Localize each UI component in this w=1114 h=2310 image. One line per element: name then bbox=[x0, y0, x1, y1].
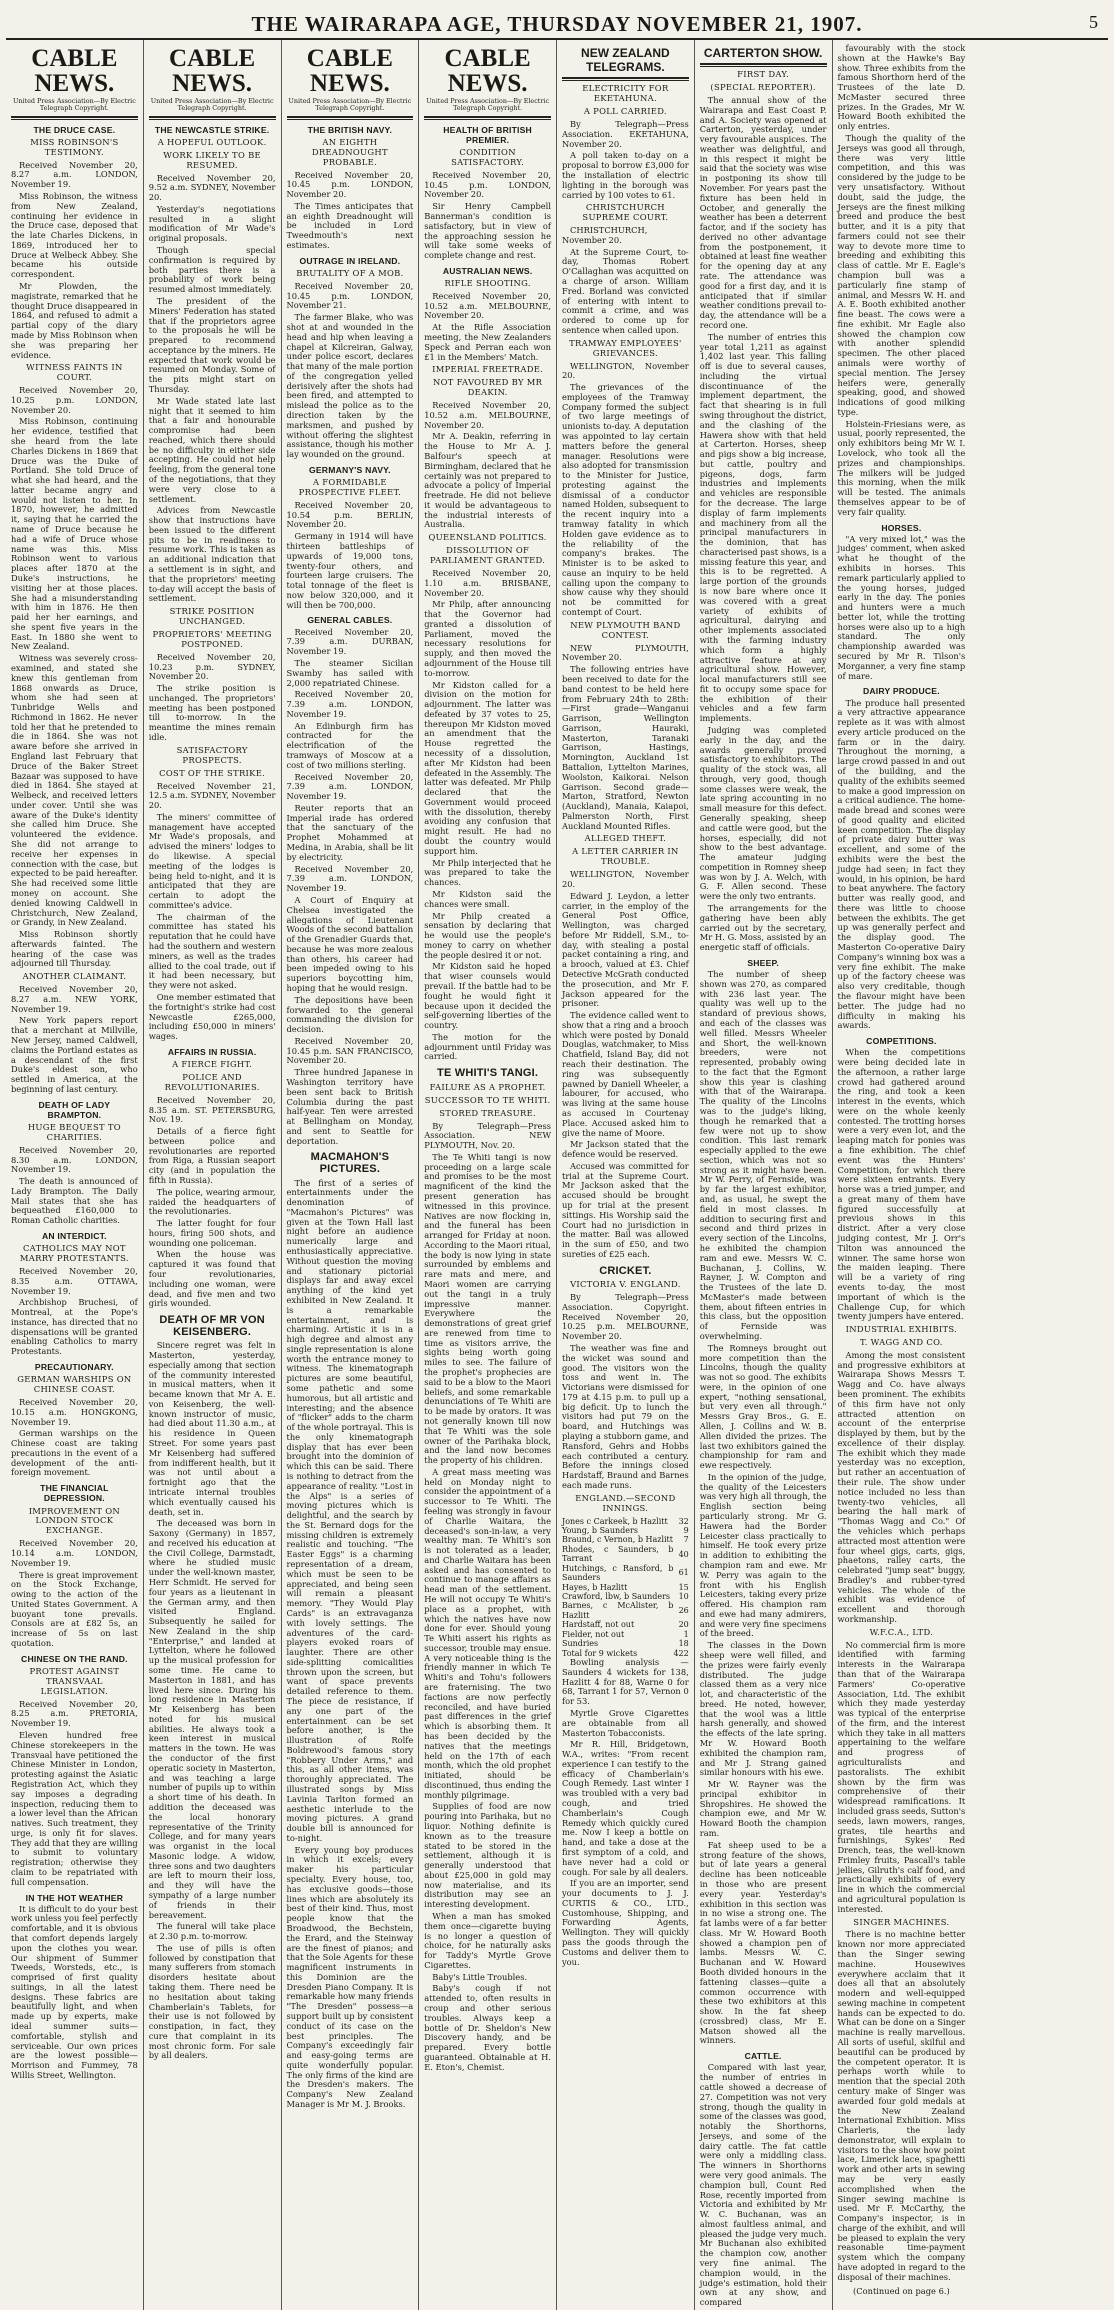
paragraph: A Court of Enquiry at Chelsea investigated the allegations of Lieutenant Woods of the second battalion of the Grenadier Guards that, because he was more zealous than others, his career had been impeded owing to his superiors boycotting him, hoping that he would resign. bbox=[286, 894, 414, 993]
batsman-runs: 61 bbox=[678, 1568, 689, 1578]
section-heading: HORSES. bbox=[881, 522, 922, 533]
paragraph: One member estimated that the fortnight's strike had cost Newcastle £265,000, including £50,000 in miners' wages. bbox=[148, 991, 276, 1042]
paragraph: The strike position is unchanged. The proprietors' meeting has been postponed till to-morrow. In the meantime the mines remain idle. bbox=[148, 683, 276, 743]
subheading: SUCCESSOR TO TE WHITI. bbox=[424, 1094, 551, 1105]
column-header: CABLE NEWS. bbox=[31, 45, 118, 97]
paragraph: Mr W. Rayner was the principal exhibitor in Shropshires. He showed the champion ewe, and Mr W. Howard Booth the champion ram. bbox=[699, 1779, 827, 1839]
subheading: PROTEST AGAINST TRANSVAAL LEGISLATION. bbox=[29, 1665, 120, 1696]
subheading: MISS ROBINSON'S TESTIMONY. bbox=[30, 136, 119, 157]
section-heading: HEALTH OF BRITISH PREMIER. bbox=[443, 124, 532, 145]
paragraph: Mr Kidston said the chances were small. bbox=[424, 888, 551, 909]
paragraph: Mr Wade stated late last night that it seemed to him that a fair and honourable compromise had been reached, which there should be no difficulty in either side accepting. He could not help feeling, from the general tone of the negotiations, that they were very close to a settlement. bbox=[148, 395, 276, 504]
subheading: ANOTHER CLAIMANT. bbox=[22, 971, 127, 982]
subheading: INDUSTRIAL EXHIBITS. bbox=[845, 1324, 958, 1335]
paragraph: The Times anticipates that an eighth Dreadnought will be included in Lord Tweedmouth's next estimates. bbox=[286, 200, 414, 251]
column bbox=[833, 40, 971, 2310]
paragraph: The police, wearing armour, raided the headquarters of the revolutionaries. bbox=[148, 1186, 276, 1217]
section-heading: AN INTERDICT. bbox=[42, 1231, 107, 1242]
paragraph: By Telegraph—Press Association. EKETAHUNA, November 20. bbox=[562, 119, 689, 149]
subheading: T. WAGG AND CO. bbox=[860, 1336, 943, 1347]
batsman-name: Barnes, c McAlister, b Hazlitt bbox=[562, 1601, 674, 1620]
subheading: ENGLAND.—SECOND INNINGS. bbox=[575, 1492, 676, 1513]
header-rule bbox=[149, 116, 276, 120]
paragraph: Advices from Newcastle show that instructions have been issued to the different pits to be in readiness to resume work. This is taken as an additional indication that a settlement is in sight, and that the proprietors' meeting to-day will accept the basis of settlement. bbox=[148, 505, 276, 604]
section-heading: TE WHITI'S TANGI. bbox=[437, 1067, 539, 1080]
paragraph: The miners' committee of management have accepted Mr Wade's proposals, and advised the miners' lodges to do likewise. A special meeting of the lodges is being held to-night, and it is anticipated that they are certain to adopt the committee's advice. bbox=[148, 811, 276, 910]
paragraph: Germany in 1914 will have thirteen battleships of upwards of 19,000 tons, twenty-four others, and fourteen large cruisers. The total tonnage of the fleet is now below 320,000, and it will then be 700,000. bbox=[286, 531, 414, 610]
paragraph: Received November 20, 8.27 a.m. NEW YORK, November 19. bbox=[11, 984, 138, 1014]
paragraph: Fat sheep used to be a strong feature of the shows, but of late years a general decline has been noticeable in those who are present every year. Yesterday's exhibition in this section was in no wise a strong one. The fat lambs were of a far better class. Mr W. Howard Booth showed a champion pen of lambs. Messrs W. C. Buchanan and W. Howard Booth divided honours in the fattening classes—quite a common occurrence with these two exhibitors at this show. In the fat sheep (crossbred) class, Mr E. Matson showed all the winners. bbox=[699, 1839, 827, 2046]
scorecard-row bbox=[562, 1517, 689, 1526]
paragraph: Received November 20, 8.27 a.m. LONDON, November 19. bbox=[11, 159, 138, 190]
paragraph: The president of the Miners' Federation has stated that if the proprietors agree to the proposals he will be prepared to recommend acceptance by the miners. He expected that work would be resumed on Monday. Some of the pits might start on Thursday. bbox=[148, 295, 276, 394]
scorecard-row bbox=[562, 1583, 689, 1592]
paragraph: Mr R. Hill, Bridgetown, W.A., writes: "From recent experience I can testify to the efficacy of Chamberlain's Cough Remedy. Last winter I was troubled with a very bad cough, and tried Chamberlain's Cough Remedy which quickly cured me. Now I keep a bottle on hand, and take a dose at the first symptom of a cold, and have never had a cold or cough. For sale by all dealers. bbox=[562, 1739, 689, 1877]
paragraph: Miss Robinson shortly afterwards fainted. The hearing of the case was adjourned till Thursday. bbox=[11, 929, 138, 969]
paragraph: Mr Philp created a sensation by declaring that he would use the people's money to carry on whether the people desired it or not. bbox=[424, 910, 551, 960]
paragraph: Witness was severely cross-examined, and stated she knew this gentleman from 1868 onwards as Druce, whom she had seen at Tunbridge Wells and Richmond in 1862. He never told her that he pretended to die in 1864. She was not aware before she arrived in England last February that Druce of the Baker Street Bazaar was supposed to have died in 1864. She stayed at Welbeck, and received letters under cover. Until she was aware of the Duke's identity she called him Druce. She volunteered the evidence. She did not arrange to receive her expenses in connection with the case, but expected to be paid hereafter. She had received some little money on account. She denied knowing Caldwell in Christchurch, New Zealand, or Grandy, in New Zealand. bbox=[11, 653, 138, 928]
column bbox=[6, 40, 144, 2310]
batsman-name: Crawford, lbw, b Saunders bbox=[562, 1592, 671, 1602]
paragraph: Supplies of food are now pouring into Parihaka, but no liquor. Nothing definite is known as to the treasure stated to be stored in the settlement, although it is generally understood that about £25,000 in gold may now materialise, and its distribution may see an interesting development. bbox=[424, 1801, 551, 1910]
subheading: AN EIGHTH DREADNOUGHT PROBABLE. bbox=[311, 136, 388, 167]
paragraph: Sir Henry Campbell Bannerman's condition is satisfactory, but in view of the approaching session he will take some weeks of complete change and rest. bbox=[424, 201, 551, 261]
paragraph: In the opinion of the judge, the quality of the Leicesters was very high all through, the English section being particularly strong. Mr G. Hawera had the Border Leicester class practically to himself. He took every prize in addition to exhibiting the champion ram and ewe. Mr W. Perry was again to the front with his English Leicesters, taking every prize offered. His champion ram and ewe had many admirers, and were very fine specimens of the breed. bbox=[699, 1471, 827, 1639]
subheading: (SPECIAL REPORTER). bbox=[710, 82, 816, 93]
paragraph: "A very mixed lot," was the judges' comment, when asked what he thought of the exhibits in horses. This remark particularly applied to the young horses, judged early in the day. The ponies and hunters were a much better lot, while the trotting horses were also up to a high standard. The only championship awarded was secured by Mr R. Tilson's Morganner, a very fine stamp of mare. bbox=[837, 533, 966, 681]
subheading: DISSOLUTION OF PARLIAMENT GRANTED. bbox=[429, 545, 546, 566]
section-heading: CRICKET. bbox=[599, 1264, 652, 1277]
section-heading: THE BRITISH NAVY. bbox=[307, 124, 393, 135]
paragraph: Though special confirmation is required by both parties there is a probability of work being resumed almost immediately. bbox=[148, 245, 276, 295]
paragraph: Received November 20, 1.10 a.m. BRISBANE, November 20. bbox=[424, 567, 551, 598]
paragraph: By Telegraph—Press Association. Copyright. Received November 20, 10.25 p.m. MELBOURNE, November 20. bbox=[562, 1292, 689, 1342]
scorecard-table bbox=[562, 1517, 689, 1659]
paragraph: Received November 20, 8.35 a.m. OTTAWA, November 19. bbox=[11, 1266, 138, 1296]
paragraph: The death is announced of Lady Brampton. The Daily Mail states that she has bequeathed £160,000 to Roman Catholic charities. bbox=[11, 1176, 138, 1226]
scorecard-row bbox=[562, 1535, 689, 1544]
paragraph: Bowling analysis — Saunders 4 wickets for 138, Hazlitt 4 for 88, Warne 0 for 68, Tarrant 1 for 57, Vernon 0 for 53. bbox=[562, 1657, 689, 1707]
paragraph: Received November 20, 7.39 a.m. DURBAN, November 19. bbox=[286, 626, 414, 657]
paragraph: An Edinburgh firm has contracted for the electrification of the tramways of Moscow at a cost of two millions sterling. bbox=[286, 720, 414, 770]
paragraph: Received November 20, 8.30 a.m. LONDON, November 19. bbox=[11, 1144, 138, 1175]
subheading: SATISFACTORY PROSPECTS. bbox=[176, 744, 248, 765]
section-heading: GERMANY'S NAVY. bbox=[308, 464, 391, 475]
section-heading: AFFAIRS IN RUSSIA. bbox=[167, 1046, 257, 1057]
paragraph: The arrangements for the gathering have been ably carried out by the secretary, Mr H. G. Moss, assisted by an energetic staff of officials. bbox=[699, 903, 827, 953]
paragraph: Received November 20, 10.54 p.m. BERLIN, November 20. bbox=[286, 499, 414, 530]
subheading: STORED TREASURE. bbox=[439, 1107, 536, 1118]
paragraph: The motion for the adjournment until Friday was carried. bbox=[424, 1031, 551, 1062]
paragraph: Received November 20, 8.25 a.m. PRETORIA, November 19. bbox=[11, 1698, 138, 1729]
batsman-runs: 26 bbox=[678, 1606, 689, 1616]
paragraph: At the Rifle Association meeting, the New Zealanders Speck and Perran each won £1 in the Members' Match. bbox=[424, 322, 551, 362]
paragraph: The annual show of the Wairarapa and East Coast P. and A. Society was opened at Carterton, yesterday, under very favourable auspices. The weather was delightful, and in this respect it might be said that the society was wise in postponing its show till November. For years past the fixture has been held in October, and generally the weather has been a deterrent factor, and if the society has derived no other advantage from the postponement, it obtained at least fine weather for the opening day at any rate. The attendance was good for a first day, and it is anticipated that if similar weather conditions prevail to-day, the attendance will be a record one. bbox=[699, 94, 827, 330]
section-heading: DEATH OF LADY BRAMPTON. bbox=[38, 1099, 111, 1120]
batsman-name: Hutchings, c Ransford, b Saunders bbox=[562, 1563, 674, 1583]
paragraph: Mr Philp interjected that he was prepared to take the chances. bbox=[424, 857, 551, 888]
paragraph: Mr Philp, after announcing that the Governor had granted a dissolution of Parliament, moved the necessary resolutions for supply, and then moved the adjournment of the House till to-morrow. bbox=[424, 599, 551, 678]
batsman-name: Jones c Carkeek, b Hazlitt bbox=[562, 1516, 668, 1526]
section-heading: GENERAL CABLES. bbox=[307, 615, 393, 626]
paragraph: Received November 20, 8.35 a.m. ST. PETERSBURG, Nov. 19. bbox=[148, 1094, 276, 1125]
batsman-name: Young, b Saunders bbox=[562, 1525, 638, 1535]
section-heading: THE DRUCE CASE. bbox=[33, 124, 116, 135]
paragraph: Mr Kidston said he hoped that wiser counsels would prevail. If the battle had to be fought he would fight it because upon it decided the self-governing liberties of the country. bbox=[424, 961, 551, 1031]
subheading: CATHOLICS MAY NOT MARRY PROTESTANTS. bbox=[19, 1243, 129, 1264]
subheading: RIFLE SHOOTING. bbox=[444, 277, 531, 288]
paragraph: A great mass meeting was held on Monday night to consider the appointment of a successor to Te Whiti. The feeling was strongly in favour of Charlie Waitara, the deceased's son-in-law, a very wealthy man. Te Whiti's son is not tolerated as a leader, and Charlie Waitara has been asked and has consented to continue to manage affairs as head man of the settlement. He will not occupy Te Whiti's place as a prophet, with which the natives have now done for ever. Should young Te Whiti assert his rights as successor, trouble may ensue. A very noticeable thing is the friendly manner in which Te Whiti's and Tohu's followers are fraternising. The two factions are now perfectly reconciled, and have buried past differences in the grief which is absorbing them. It has been decided by the natives that the meetings held on the 17th of each month, which the old prophet initiated, should be discontinued, thus ending the monthly pilgrimage. bbox=[424, 1466, 551, 1800]
subheading: NOT FAVOURED BY MR DEAKIN. bbox=[432, 377, 543, 398]
batsman-runs: 18 bbox=[678, 1639, 689, 1649]
paragraph: It is difficult to do your best work unless you feel perfectly comfortable, and it is obvious that comfort depends largely upon the clothes you wear. Our shipment of Summer Tweeds, Worsteds, etc., is comprised of first quality suitings, in all the latest designs. These fabrics are beautifully light, and when made up by experts, make ideal summer suits—comfortable, stylish and serviceable. Our own prices are the lowest possible—Morrison and Fummey, 78 Willis Street, Wellington. bbox=[11, 1903, 138, 2080]
paragraph: The weather was fine and the wicket was sound and good. The visitors won the toss and went in. The Victorians were dismissed for 179 at 4.15 p.m. to pull up a big deficit. Up to lunch the visitors had put 79 on the board, and Hutchings was playing a stubborn game, and Ransford, Gehrs and Hobbs each contributed a century. Before the innings closed Hardstaff, Braund and Barnes each made runs. bbox=[562, 1343, 689, 1490]
paragraph: When the competitions were being decided late in the afternoon, a rather large crowd had gathered around the ring, and took a keen interest in the events, which were on the whole keenly contested. The trotting horses were a very even lot, and the leaping match for ponies was a fine exhibition. The chief event was the Hunters' Competition, for which there were sixteen entrants. Every horse was a tried jumper, and a great many of them have figured successfully at previous shows in this district. After a very close judging contest, Mr J. Orr's Tilton was announced the winner. The same horse won the maiden leaping. There will be a variety of ring events to-day, the most important of which is the Challenge Cup, for which twenty jumpers have entered. bbox=[837, 1047, 966, 1322]
paragraph: The evidence called went to show that a ring and a brooch which were posted by Donald Douglas, watchmaker, to Miss Chatfield, Island Bay, did not reach their destination. The ring was subsequently pawned by Daniell Wheeler, a labourer, for accused, who was living at the same house as accused in Courtenay Place. Accused asked him to give the name of Moore. bbox=[562, 1010, 689, 1138]
column-header: CABLE NEWS. bbox=[169, 45, 256, 97]
paragraph: The Te Whiti tangi is now proceeding on a large scale and promises to be the most magnificent of the kind the present generation has witnessed in this province. Natives are now flocking in, and the funeral has been arranged for Friday at noon. According to the Maori ritual, the body is now lying in state surrounded by emblems and rare mats and mere, and Maori women are carrying out the tangi in a truly impressive manner. Everywhere the demonstrations of great grief are renewed from time to time as visitors arrive, the sights being worth going miles to see. The failure of the prophet's prophecies are said to be a blow to the Maori beliefs, and some remarkable denunciations of Te Whiti are to be made by orators. It was not generally known till now that Te Whiti was the sole owner of the Parihaka block, and the land now becomes the property of his children. bbox=[424, 1151, 551, 1466]
section-heading: IN THE HOT WEATHER bbox=[25, 1892, 124, 1903]
paragraph: Miss Robinson, the witness from New Zealand, continuing her evidence in the Druce case, deposed that the late Charles Dickens, in 1869, introduced her to Druce at Welbeck Abbey. She became his outside correspondent. bbox=[11, 191, 138, 280]
subheading: A HOPEFUL OUTLOOK. bbox=[157, 136, 267, 147]
paragraph: Received November 20, 9.52 a.m. SYDNEY, November 20. bbox=[148, 172, 276, 203]
paragraph: Received November 21, 12.5 a.m. SYDNEY, November 20. bbox=[148, 780, 276, 811]
section-heading: THE FINANCIAL DEPRESSION. bbox=[40, 1483, 109, 1504]
paragraph: The following entries have been received to date for the band contest to be held here from February 24th to 28th:—First grade—Wanganui Garrison, Wellington Garrison, Hauraki, Masterton, Taranaki Garrison, Hastings, Mornington, Auckland 1st Battalion, Lyttelton Marines, Woolston, Kaikorai. Nelson Garrison. Second grade—Marton, Stratford, Newton (Auckland), Manaia, Kaiapoi, Palmerston North, First Auckland Mounted Rifles. bbox=[562, 664, 689, 831]
paragraph: Myrtle Grove Cigarettes are obtainable from all Masterton Tobacconists. bbox=[562, 1708, 689, 1738]
paragraph: The Romneys brought out more competition than the Lincolns, though the quality was not so good. The exhibits were, in the opinion of one expert, "nothing sensational, but very even all through." Messrs Gray Bros., G. E. Allen, J. Collins and W. B. Allen divided the prizes. The last two exhibitors gained the championship for ram and ewe respectively. bbox=[699, 1342, 827, 1471]
subheading: HUGE BEQUEST TO CHARITIES. bbox=[27, 1121, 121, 1142]
column bbox=[282, 40, 420, 2310]
paragraph: WELLINGTON, November 20. bbox=[562, 360, 689, 381]
paragraph: Though the quality of the Jerseys was good all through, there was very little competition, and this was considered by the judge to be very unsatisfactory. Without doubt, said the judge, the Jerseys are the finest milking breed and produce the best butter, and it is a pity that farmers could not see their way to devote more time to breeding and exhibiting this class of cattle. Mr E. Eagle's champion bull was a particularly fine stamp of animal, and Messrs W. H. and A. E. Booth exhibited another fine beast. The cows were a fine exhibit. Mr Eagle also showed the champion cow with another splendid specimen. The other placed animals were worthy of special mention. The Jersey heifers were, generally speaking, good, and showed indications of good milking type. bbox=[837, 133, 966, 417]
paragraph: Received November 20, 10.52 a.m. MELBOURNE, November 20. bbox=[424, 400, 551, 430]
column bbox=[419, 40, 557, 2310]
paragraph: Reuter reports that an Imperial irade has ordered that the sanctuary of the Prophet Mohammed at Medina, in Arabia, shall be lit by electricity. bbox=[286, 802, 414, 862]
section-heading: THE NEWCASTLE STRIKE. bbox=[154, 124, 270, 135]
paragraph: Among the most consistent and progressive exhibitors at Wairarapa Shows Messrs T. Wagg and Co. have always been prominent. The exhibits of this firm have not only attracted attention on account of the enterprise displayed by them, but by the excellence of their display. The exhibit which they made yesterday was no exception, but rather an accentuation of their rule. The show under notice included no less than twenty-two vehicles, all bearing the hall mark of "Thomas Wagg and Co." Of the vehicles which perhaps attracted most attention were four wheel gigs, carts, gigs, phaetons, ralley carts, the celebrated "jump seat" buggy, Bradley's and rubber-tyred vehicles. The whole of the exhibit was evidence of excellent and thorough workmanship. bbox=[837, 1349, 966, 1624]
paragraph: Received November 20, 10.52 a.m. MELBOURNE, November 20. bbox=[424, 290, 551, 321]
section-heading: AUSTRALIAN NEWS. bbox=[442, 265, 533, 276]
batsman-runs: 15 bbox=[678, 1582, 689, 1592]
scorecard-row bbox=[562, 1545, 689, 1564]
paragraph: A poll taken to-day on a proposal to borrow £3,000 for the installation of electric lighting in the borough was carried by 100 votes to 61. bbox=[562, 150, 689, 200]
header-rule bbox=[287, 116, 414, 120]
page-number: 5 bbox=[1089, 12, 1098, 32]
subheading: ALLEGED THEFT. bbox=[584, 833, 667, 844]
subheading: VICTORIA V. ENGLAND. bbox=[570, 1279, 681, 1290]
paragraph: Edward J. Leydon, a letter carrier, in the employ of the General Post Office, Wellington, was charged before Mr Riddell, S.M., to-day, with stealing a postal packet containing a ring, and a brooch, valued at £3. Chief Detective McGrath conducted the prosecution, and Mr F. Jackson appeared for the prisoner. bbox=[562, 890, 689, 1009]
subheading: STRIKE POSITION UNCHANGED. bbox=[169, 606, 255, 627]
paragraph: Received November 20, 10.45 p.m. LONDON, November 21. bbox=[286, 280, 414, 311]
subheading: COST OF THE STRIKE. bbox=[159, 767, 266, 778]
section-heading: PRECAUTIONARY. bbox=[34, 1362, 114, 1373]
batsman-name: Rhodes, c Saunders, b Tarrant bbox=[562, 1544, 674, 1564]
paragraph: The depositions have been forwarded to the general commanding the division for decision. bbox=[286, 994, 414, 1035]
section-heading: OUTRAGE IN IRELAND. bbox=[299, 255, 401, 266]
paragraph: Received November 20, 10.14 a.m. LONDON, November 19. bbox=[11, 1538, 138, 1568]
paragraph: Received November 20, 10.45 p.m. LONDON, November 20. bbox=[286, 169, 414, 200]
paragraph: Received November 20, 10.23 p.m. SYDNEY, November 20. bbox=[148, 651, 276, 682]
batsman-name: Total for 9 wickets bbox=[562, 1648, 638, 1658]
paragraph: The first of a series of entertainments under the denomination of "Macmahon's Pictures" was given at the Town Hall last night before an audience numerically large and enthusiastically appreciative. Without question the moving and stationary pictorial displays far and away excel anything of the kind yet exhibited in New Zealand. It is a remarkable entertainment, and is charming. Artistic it is in a high degree and almost any single representation is alone worth the entrance money to witness. The kinematograph pictures are some beautiful, some pathetic and some humorous, but all artistic and interesting; and the absence of "flicker" adds to the charm of the whole portrayal. This is the only kinematograph display that has ever been brought into the dominion of which this can be said. There is nothing to detract from the appearance of reality. "Lost in the Alps" is a series of moving pictures which is delightful, and the search by the St. Bernard dogs for the missing children is extremely realistic and touching. "The Easter Eggs" is a charming representation of a dream, which must be seen to be appreciated, and being seen will remain a pleasant memory. "They Would Play Cards" is an extravaganza with lovely settings. The adventures of the card-players evoked roars of laughter. There are other side-splitting comicalities thrown upon the screen, but want of space prevents detailed reference to them. The piece de resistance, if any one part of the entertainment can be set before another, is the illustration of Rolfe Boldrewood's famous story "Robbery Under Arms," and this, as all other items, was thoroughly appreciated. The illustrated songs by Miss Lavinia Tarlton formed an aesthetic interlude to the moving pictures. A grand double bill is announced for to-night. bbox=[286, 1177, 414, 1843]
batsman-name: Hayes, b Hazlitt bbox=[562, 1582, 628, 1592]
scorecard-row bbox=[562, 1630, 689, 1639]
subheading: IMPERIAL FREETRADE. bbox=[432, 364, 544, 375]
subheading: A LETTER CARRIER IN TROUBLE. bbox=[572, 846, 679, 867]
paragraph: Mr A. Deakin, referring in the House to Mr A. J. Balfour's speech at Birmingham, declared that he certainly was not prepared to advocate a policy of Imperial freetrade. He did not believe it would be advantageous to the industrial interests of Australia. bbox=[424, 431, 551, 530]
scorecard-row bbox=[562, 1601, 689, 1620]
paragraph: No commercial firm is more identified with farming interests in the Wairarapa than that of the Wairarapa Farmers' Co-operative Association, Ltd. The exhibit which they made yesterday was typical of the enterprise of the firm, and the interest which they take in all matters appertaining to the welfare and progress of agriculturalists and pastoralists. The exhibit shown by the firm was comprehensive of their widespread ramifications. It included grass seeds, Sutton's seeds, lawn mowers, ranges, grates, tile hearths and furnishings, Sykes' Red Drench, teas, the well-known Frimley fruits, Pascall's table jellies, Gilruth's calf food, and practically exhibits of every line in which the commercial and agricultural population is interested. bbox=[837, 1639, 966, 1914]
paragraph: The funeral will take place at 2.30 p.m. to-morrow. bbox=[148, 1921, 276, 1942]
paragraph: Compared with last year, the number of entries in cattle showed a decrease of 27. Competition was not very strong, though the quality in some of the classes was good, notably the Shorthorns, Jerseys, and some of the dairy cattle. The fat cattle were only a middling class. The winners in Shorthorns were very good animals. The champion bull, Count Red Rose, recently imported from Victoria and exhibited by Mr W. C. Buchanan, was an almost faultless animal, and pleased the judge very much. Mr Buchanan also exhibited the champion cow, another very fine animal. The champion would, in the judge's estimation, hold their own at any show, and compared bbox=[699, 2062, 827, 2308]
batsman-runs: 20 bbox=[678, 1620, 689, 1630]
header-rule bbox=[562, 77, 689, 81]
masthead-title: THE WAIRARAPA AGE, THURSDAY NOVEMBER 21, 1907. bbox=[251, 11, 863, 36]
batsman-runs: 10 bbox=[678, 1592, 689, 1602]
paragraph: Yesterday's negotiations resulted in a slight modification of Mr Wade's original proposals. bbox=[148, 203, 276, 244]
paragraph: WELLINGTON, November 20. bbox=[562, 869, 689, 889]
paragraph: The number of sheep shown was 270, as compared with 236 last year. The quality was well up to the standard of previous shows, and each of the classes was well filled. Messrs Wheeler and Short, the well-known breeders, were not represented, probably owing to the fact that the Egmont show this year is clashing with that of the Wairarapa. The quality of the Lincolns was to the judge's liking, though he remarked that a few were not up to show condition. This last remark especially applied to the ewe section, which was not so strong as it might have been. Mr W. Perry, of Fernside, was by far the largest exhibitor, and, as usual, he swept the field in most classes. In addition to securing first and second and third prizes in every section of the Lincolns, he exhibited the champion ram and ewe. Messrs W. C. Buchanan, J. Collins, W. Rayner, J. W. Compton and the Trustees of the late D. McMaster's made between them, about fifteen entries in this class, but the opposition of Fernside was overwhelming. bbox=[699, 969, 827, 1341]
paragraph: Three hundred Japanese in Washington territory have been sent back to British Columbia during the past half-year. Ten were arrested at Bellingham on Monday, and sent to Seattle for deportation. bbox=[286, 1067, 414, 1146]
paragraph: Received November 20, 10.45 p.m. SAN FRANCISCO, November 20. bbox=[286, 1035, 414, 1066]
section-heading: CHINESE ON THE RAND. bbox=[21, 1653, 128, 1664]
column-credit: United Press Association—By Electric Telegraph Copyright. bbox=[288, 97, 412, 113]
paragraph: Received November 20, 10.45 p.m. LONDON, November 20. bbox=[424, 169, 551, 200]
paragraph: Baby's Little Troubles. bbox=[432, 1971, 528, 1982]
columns bbox=[6, 40, 1108, 2308]
scorecard-row bbox=[562, 1526, 689, 1535]
section-heading: COMPETITIONS. bbox=[866, 1036, 937, 1047]
column bbox=[695, 40, 833, 2310]
paragraph: New York papers report that a merchant at Millville, New Jersey, named Caldwell, claims the Portland estates as a descendant of the first Duke's eldest son, who settled in America, at the beginning of last century. bbox=[11, 1015, 138, 1094]
paragraph: When the house was captured it was found that four revolutionaries, including one woman, were dead, and five men and two girls wounded. bbox=[148, 1249, 276, 1309]
subheading: NEW PLYMOUTH BAND CONTEST. bbox=[570, 619, 681, 640]
paragraph: Received November 20, 10.25 p.m. LONDON, November 20. bbox=[11, 385, 138, 415]
scorecard-row bbox=[562, 1564, 689, 1583]
header-rule bbox=[11, 116, 138, 120]
paragraph: The steamer Sicilian Swamby has sailed with 2,000 repatriated Chinese. bbox=[286, 657, 414, 688]
subheading: TRAMWAY EMPLOYEES' GRIEVANCES. bbox=[569, 337, 682, 358]
paragraph: By Telegraph—Press Association. NEW PLYMOUTH, Nov. 20. bbox=[424, 1120, 551, 1151]
header-rule bbox=[424, 116, 551, 120]
subheading: ELECTRICITY FOR EKETAHUNA. bbox=[582, 83, 669, 104]
column-header: CABLE NEWS. bbox=[444, 45, 531, 97]
batsman-runs: 7 bbox=[683, 1535, 689, 1545]
paragraph: Every young boy produces in which it excels; every maker his particular specialty. Every house, too, has exclusive goods—those lines which are absolutely its best of their kind. Thus, most people know that the Broadwood, the Bechstein, the Erard, and the Steinway are the finest of pianos; and that the Sole Agents for these magnificent instruments in this Dominion are the Dresden Piano Company. It is remarkable how many friends "The Dresden" possess—a support built up by consistent conduct of its case on the best principles. The Company's exceedingly fair and easy-going terms are quite wonderfully popular. The only firms of the kind are the Dresden's makers. The Company's New Zealand Manager is Mr M. J. Brooks. bbox=[286, 1844, 414, 2109]
paragraph: favourably with the stock shown at the Hawke's Bay show. Three exhibits from the famous Shorthorn herd of the Trustees of the late D. McMaster secured three prizes. In the Grades, Mr W. Howard Booth exhibited the only entries. bbox=[837, 43, 966, 132]
paragraph: At the Supreme Court, to-day, Thomas Robert O'Callaghan was acquitted on a charge of arson. William Fred. Borland was convicted of entering with intent to commit a crime, and was ordered to come up for sentence when called upon. bbox=[562, 246, 689, 335]
paragraph: Received November 20, 7.39 a.m. LONDON, November 19. bbox=[286, 771, 414, 802]
paragraph: Holstein-Friesians were, as usual, poorly represented, the only exhibitors being Mr W. I. Lovelock, who took all the prizes and championships. The milkers will be judged this morning, when the milk will be tested. The animals themselves appear to be of very fair quality. bbox=[837, 418, 966, 517]
column-header: CARTERTON SHOW. bbox=[703, 46, 823, 60]
paragraph: There is no machine better known nor more appreciated than the Singer sewing machine. Housewives everywhere acclaim that it does all that an absolutely modern and well-equipped sewing machine in competent hands can be expected to do. What can be done on a Singer machine is really marvellous. All sorts of useful, skilful and beautiful can be produced by the competent operator. It is perhaps worth while to mention that the special 20th century make of Singer was awarded four gold medals at the New Zealand International Exhibition. Miss Charleris, the lady demonstrator, will explain to visitors to the show how point lace, Limerick lace, spaghetti work and other arts in sewing may be very easily accomplished when the Singer sewing machine is used. Mr F. McCarthy, the Company's inspector, is in charge of the exhibit, and will be pleased to explain the very reasonable time-payment system which the company have adopted in regard to the disposal of their machines. bbox=[837, 1929, 966, 2282]
paragraph: Details of a fierce fight between police and revolutionaries are reported from Riga, a Russian seaport city (and in population the fifth in Russia). bbox=[148, 1126, 276, 1185]
subheading: QUEENSLAND POLITICS. bbox=[428, 532, 547, 543]
section-heading: MACMAHON'S PICTURES. bbox=[310, 1151, 390, 1176]
paragraph: Accused was committed for trial at the Supreme Court. Mr Jackson asked that the accused should be brought up for trial at the present sittings. His Worship said the Court had no jurisdiction in the matter. Bail was allowed in the sum of £50, and two sureties of £25 each. bbox=[562, 1160, 689, 1259]
batsman-runs: 40 bbox=[678, 1549, 689, 1559]
paragraph: The latter fought for four hours, firing 500 shots, and wounding one policeman. bbox=[148, 1218, 276, 1248]
subheading: A FORMIDABLE PROSPECTIVE FLEET. bbox=[298, 477, 402, 497]
subheading: BRUTALITY OF A MOB. bbox=[296, 267, 404, 278]
paragraph: Miss Robinson, continuing her evidence, testified that she heard from the late Charles Dickens in 1869 that Druce was the Duke of Portland. She told Druce of what she had heard, and the latter became angry and would not listen to her. In 1870, however, he admitted it, saying that he carried the name of Druce because he had a wife of Druce whose name was this. Miss Robinson went to various places after 1870 at the Duke's instructions, he visiting her at those places. She had a misunderstanding with him in 1876. He then paid her her earnings, and she spent five years in the East. In 1880 she went to New Zealand. bbox=[11, 416, 138, 652]
subheading: A POLL CARRIED. bbox=[583, 106, 667, 117]
header-rule bbox=[700, 63, 827, 67]
paragraph: Eleven hundred free Chinese storekeepers in the Transvaal have petitioned the Chinese Minister in London, protesting against the Asiatic Registration Act, which they say imposes a degrading inspection, reducing them to a lower level than the African natives. Such treatment, they urge, is only fit for slaves. They add that they are willing to submit to voluntary registration; otherwise they claim to be repatriated with full compensation. bbox=[11, 1730, 138, 1887]
column bbox=[557, 40, 695, 2310]
scorecard-row bbox=[562, 1620, 689, 1629]
scorecard-row bbox=[562, 1592, 689, 1601]
column-header: CABLE NEWS. bbox=[306, 45, 393, 97]
subheading: SINGER MACHINES. bbox=[853, 1916, 950, 1927]
subheading: WITNESS FAINTS IN COURT. bbox=[26, 362, 123, 383]
batsman-name: Braund, c Vernon, b Hazlitt bbox=[562, 1535, 673, 1545]
subheading: IMPROVEMENT ON LONDON STOCK EXCHANGE. bbox=[28, 1505, 121, 1536]
subheading: GERMAN WARSHIPS ON CHINESE COAST. bbox=[17, 1374, 132, 1395]
column-credit: United Press Association—By Electric Telegraph Copyright. bbox=[426, 97, 550, 113]
paragraph: The deceased was born in Saxony (Germany) in 1857, and received his education at the Civil College, Darmstadt, where he studied music under the well-known master, Herr Schmidt. He served for four years as a lieutenant in the German army, and then visited England. Subsequently he sailed for New Zealand in the ship "Enterprise," and landed at Lyttelton, where he followed up the musical profession for some time. He came to Masterton in 1881, and has lived here since. During his long residence in Masterton Mr Keisenberg has been noted for his musical abilities. He always took a keen interest in musical matters in the town. He was the conductor of the first operatic society in Masterton, and was teaching a large number of pupils up to within a short time of his death. In addition the deceased was the local honorary representative of the Trinity College, and for many years was organist in the local Masonic lodge. A widow, three sons and two daughters are left to mourn their loss, and they will have the sympathy of a large number of friends in their bereavement. bbox=[148, 1518, 276, 1920]
paragraph: When a man has smoked them once—cigarette buying is no longer a question of choice, for he naturally asks for Taddy's Myrtle Grove Cigarettes. bbox=[424, 1911, 551, 1970]
paragraph: There is great improvement on the Stock Exchange, owing to the action of the United States Government. A buoyant tone prevails. Consols are at £82 5s, an increase of 5s on last quotation. bbox=[11, 1569, 138, 1649]
subheading: CHRISTCHURCH SUPREME COURT. bbox=[582, 202, 669, 223]
column-credit: United Press Association—By Electric Telegraph Copyright. bbox=[150, 97, 274, 113]
continued-note: (Continued on page 6.) bbox=[853, 2285, 950, 2296]
batsman-name: Sundries bbox=[562, 1639, 599, 1649]
subheading: WORK LIKELY TO BE RESUMED. bbox=[163, 149, 261, 170]
paragraph: The number of entries this year total 1,211 as against 1,402 last year. This falling off is due to several causes, including the virtual discontinuance of the implement department, the fact that shearing is in full swing throughout the district, and the clashing of the Hawera show with that held at Carterton. Horses, sheep and pigs show a big increase, but cattle, poultry and pigeons, dogs, farm industries and implements and vehicles are responsible for the decrease. The large display of farm implements and machinery from all the principal manufacturers in the dominion, that has characterised past shows, is a missing feature this year, and this is to be regretted. A large portion of the grounds is now bare where once it was covered with a great variety of exhibits of agricultural, dairying and other implements associated with the farming industry which form a highly attractive feature at any agricultural show. However, local manufacturers still see fit to occupy some space for the exhibition of their vehicles and a few farm implements. bbox=[699, 331, 827, 724]
scorecard-row bbox=[562, 1639, 689, 1648]
paragraph: The farmer Blake, who was shot at and wounded in the head and hip when leaving a chapel at Kilcreiran, Galway, under police escort, declares that many of the male portion of the congregation yelled derisively after the shots had been fired, and attempted to mislead the police as to the direction taken by the marksmen, and pushed by without offering the slightest assistance, though his mother lay wounded on the ground. bbox=[286, 312, 414, 460]
section-heading: CATTLE. bbox=[744, 2051, 782, 2062]
paragraph: The produce hall presented a very attractive appearance replete as it was with almost every article produced on the farm or in the dairy. Throughout the morning, a large crowd passed in and out of the building, and the quality of the exhibits seemed to make a good impression on a critical audience. The home-made bread and scones were of good quality and elicited keen competition. The display of private dairy butter was excellent, and some of the exhibits were the best the judge had seen; in fact they would, in his opinion, be hard to beat anywhere. The factory butter was really good, and there was little to choose between the exhibits. The get up was generally perfect and the display good. The Masterton Co-operative Dairy Company's winning box was a very fine exhibit. The make up of the factory cheese was also very creditable, though the flavour might have been better. The judge had no difficulty in making his awards. bbox=[837, 697, 966, 1031]
batsman-name: Hardstaff, not out bbox=[562, 1620, 635, 1630]
section-heading: DEATH OF MR VON KEISENBERG. bbox=[159, 1314, 265, 1338]
column-credit: United Press Association—By Electric Telegraph Copyright. bbox=[12, 97, 136, 113]
column-header: NEW ZEALAND TELEGRAMS. bbox=[581, 46, 670, 75]
batsman-name: Fielder, not out bbox=[562, 1629, 625, 1639]
paragraph: CHRISTCHURCH, November 20. bbox=[562, 225, 648, 245]
subheading: FIRST DAY. bbox=[737, 69, 790, 80]
section-heading: DAIRY PRODUCE. bbox=[862, 686, 940, 697]
batsman-runs: 9 bbox=[683, 1525, 689, 1535]
batsman-runs: 1 bbox=[683, 1629, 689, 1639]
subheading: W.F.C.A., LTD. bbox=[869, 1626, 934, 1637]
batsman-runs: 32 bbox=[678, 1516, 689, 1526]
paragraph: Mr Kidston called for a division on the motion for adjournment. The latter was defeated by 37 votes to 25, thereupon Mr Kidston moved an amendment that the House regretted the necessity of a dissolution, after Mr Kidston had been defeated in the Assembly. The latter was defeated. Mr Philp declared that the Government would proceed with the dissolution, thereby avoiding any confusion that might result. He had no doubt the country would support him. bbox=[424, 679, 551, 856]
subheading: FAILURE AS A PROPHET. bbox=[429, 1081, 546, 1092]
paragraph: Received November 20, 10.15 a.m. HONGKONG, November 19. bbox=[11, 1396, 138, 1427]
column bbox=[144, 40, 282, 2310]
paragraph: The grievances of the employees of the Tramway Company formed the subject of two large meetings of unionists to-day. A deputation was appointed to lay certain matters before the general manager. Resolutions were also adopted for transmission to the Minister for Justice, protesting against the dismissal of a conductor named Holden, subsequent to the recent inquiry into a tramway fatality in which Holden gave evidence as to the reliability of the company's brakes. The Minister is to be asked to cause an inquiry to be held calling upon the company to show cause why they should not be committed for contempt of Court. bbox=[562, 382, 689, 618]
paragraph: The classes in the Down sheep were well filled, and the prizes were fairly evenly distributed. The judge classed them as a very nice lot, and characteristic of the breed. He noted, however, that the wool was a little harsh generally, and showed the effects of the late spring. Mr W. Howard Booth exhibited the champion ram, and Mr J. Strang gained similar honours with his ewe. bbox=[699, 1640, 827, 1778]
paragraph: If you are an importer, send your documents to J. J. CURTIS & CO., LTD., Customhouse, Shipping, and Forwarding Agents, Wellington. They will quickly pass the goods through the Customs and deliver them to you. bbox=[562, 1878, 689, 1967]
paragraph: Judging was completed early in the day, and the awards generally proved satisfactory to exhibitors. The quality of the stock was, all through, very good, though some classes were weak, the late spring accounting in no small measure for this defect. Generally speaking, sheep and cattle were good, but the horses, especially, did not show to the best advantage. The amateur judging competition in Romney sheep was won by J. A. Welch, with G. F. Allen second. These were the only two entrants. bbox=[699, 724, 827, 902]
paragraph: Sincere regret was felt in Masterton, yesterday, especially among that section of the community interested in musical matters, when it became known that Mr A. E. von Keisenberg, the well-known instructor of music, had died about 11.30 a.m., at his residence in Queen Street. For some years past Mr Keisenberg had suffered from indifferent health, but it was not until about a fortnight ago that the intricate internal troubles which eventually caused his death, set in. bbox=[148, 1340, 276, 1517]
paragraph: German warships on the Chinese coast are taking precautions in the event of a development of the anti-foreign movement. bbox=[11, 1428, 138, 1478]
paragraph: Mr Plowden, the magistrate, remarked that he thought Druce disappeared in 1864, and refused to admit a partial copy of the diary made by Miss Robinson when she was preparing her evidence. bbox=[11, 281, 138, 360]
paragraph: Baby's cough if not attended to, often results in croup and other serious troubles. Always keep a bottle of Dr. Sheldon's New Discovery handy, and be prepared. Every bottle guaranteed. Obtainable at H. E. Eton's, Chemist. bbox=[424, 1983, 551, 2072]
subheading: CONDITION SATISFACTORY. bbox=[451, 147, 525, 167]
section-heading: SHEEP. bbox=[747, 957, 779, 968]
subheading: A FIERCE FIGHT. bbox=[172, 1059, 253, 1069]
batsman-runs: 422 bbox=[673, 1648, 689, 1658]
paragraph: The chairman of the committee has stated his reputation that he could have had the southern and western miners, as well as the trades allied to the coal trade, out if it had been necessary, but they were not asked. bbox=[148, 911, 276, 991]
paragraph: The use of pills is often followed by constipation that many sufferers from stomach disorders hesitate about taking them. There need be no hesitation about taking Chamberlain's Tablets, for their use is not followed by constipation, in fact, they cure that complaint in its most chronic form. For sale by all dealers. bbox=[148, 1942, 276, 2061]
paragraph: Received November 20, 7.39 a.m. LONDON, November 19. bbox=[286, 863, 414, 894]
paragraph: Archbishop Bruchesi, of Montreal, at the Pope's instance, has directed that no dispensations will be granted enabling Catholics to marry Protestants. bbox=[11, 1297, 138, 1357]
paragraph: Mr Jackson stated that the defence would be reserved. bbox=[562, 1139, 689, 1160]
subheading: PROPRIETORS' MEETING POSTPONED. bbox=[152, 628, 272, 649]
masthead bbox=[6, 10, 1108, 40]
paragraph: NEW PLYMOUTH, November 20. bbox=[562, 642, 689, 663]
subheading: POLICE AND REVOLUTIONARIES. bbox=[164, 1071, 260, 1092]
paragraph: Received November 20, 7.39 a.m. LONDON, November 19. bbox=[286, 689, 414, 719]
